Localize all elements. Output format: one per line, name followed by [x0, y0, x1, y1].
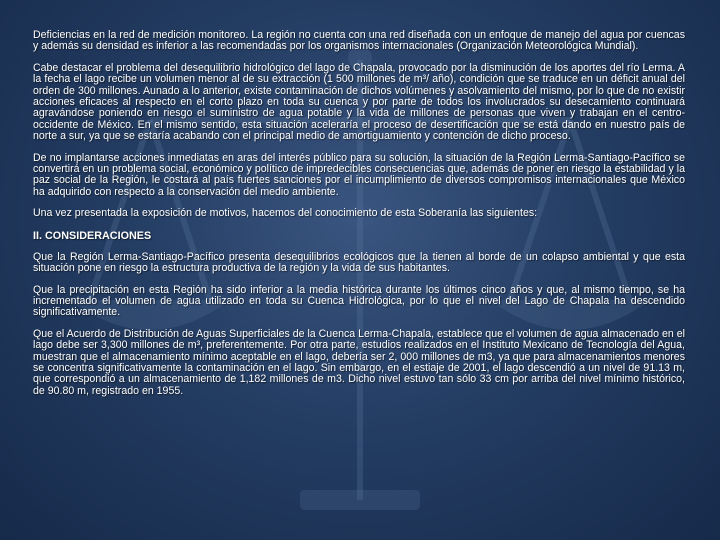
paragraph-consideracion-3: Que el Acuerdo de Distribución de Aguas Superficiales de la Cuenca Lerma-Chapala, establece que el volumen de agua almacenado en el lago debe ser 3,300 millones de m³, preferentemente. Por otra parte, estudios realizados en el Instituto Mexicano de Tecnología del Agua, muestran que el almacenamiento mínimo aceptable en el lago, debería ser 2, 000 millones de m3, ya que para almacenamientos menores se concentra significativamente la contaminación en el lago. Sin embargo, en el estiaje de 2001, el lago descendió a un nivel de 91.13 m, que correspondió a un almacenamiento de 1,182 millones de m3. Dicho nivel estuvo tan sólo 33 cm por arriba del nivel mínimo histórico, de 90.80 m, registrado en 1955. — [33, 327, 685, 397]
paragraph-chapala-problem: Cabe destacar el problema del desequilibrio hidrológico del lago de Chapala, provocado por la disminución de los aportes del río Lerma. A la fecha el lago recibe un volumen menor al de su extracción (1 500 millones de m³/ año), condición que se traduce en un déficit anual del orden de 300 millones. Aunado a lo anterior, existe contaminación de dichos volúmenes y asolvamiento del mismo, por lo que de no existir acciones eficaces al respecto en el corto plazo en toda su cuenca y por parte de todos los involucrados su desecamiento continuará agravándose poniendo en riesgo el suministro de agua potable y la vida de millones de personas que viven y trabajan en el centro-occidente de México. En el mismo sentido, esta situación aceleraría el proceso de desertificación que se está dando en nuestro país de norte a sur, ya que se estaría acabando con el principal medio de amortiguamiento y contención de dicho proceso. — [33, 61, 685, 143]
document-body — [33, 30, 685, 407]
paragraph-exposicion: Una vez presentada la exposición de motivos, hacemos del conocimiento de esta Soberanía las siguientes: — [33, 207, 538, 220]
paragraph-consideracion-1: Que la Región Lerma-Santiago-Pacífico presenta desequilibrios ecológicos que la tienen al borde de un colapso ambiental y que esta situación pone en riesgo la estructura productiva de la región y la vida de sus habitantes. — [33, 250, 685, 275]
paragraph-no-implantarse: De no implantarse acciones inmediatas en aras del interés público para su solución, la situación de la Región Lerma-Santiago-Pacífico se convertirá en un problema social, económico y político de impredecibles consecuencias que, además de poner en riesgo la estabilidad y la paz social de la Región, le costará al país fuertes sanciones por el incumplimiento de diversos compromisos internacionales que México ha adquirido con respecto a la conservación del medio ambiente. — [33, 151, 685, 198]
paragraph-consideracion-2: Que la precipitación en esta Región ha sido inferior a la media histórica durante los últimos cinco años y que, al mismo tiempo, se ha incrementado el volumen de agua utilizado en toda su Cuenca Hidrológica, por lo que el nivel del Lago de Chapala ha descendido significativamente. — [33, 283, 685, 319]
paragraph-deficiencias: Deficiencias en la red de medición monitoreo. La región no cuenta con una red diseñada con un enfoque de manejo del agua por cuencas y además su densidad es inferior a las recomendadas por los organismos internacionales (Organización Meteorológica Mundial). — [33, 29, 685, 53]
section-heading-consideraciones: II. CONSIDERACIONES — [33, 229, 152, 242]
